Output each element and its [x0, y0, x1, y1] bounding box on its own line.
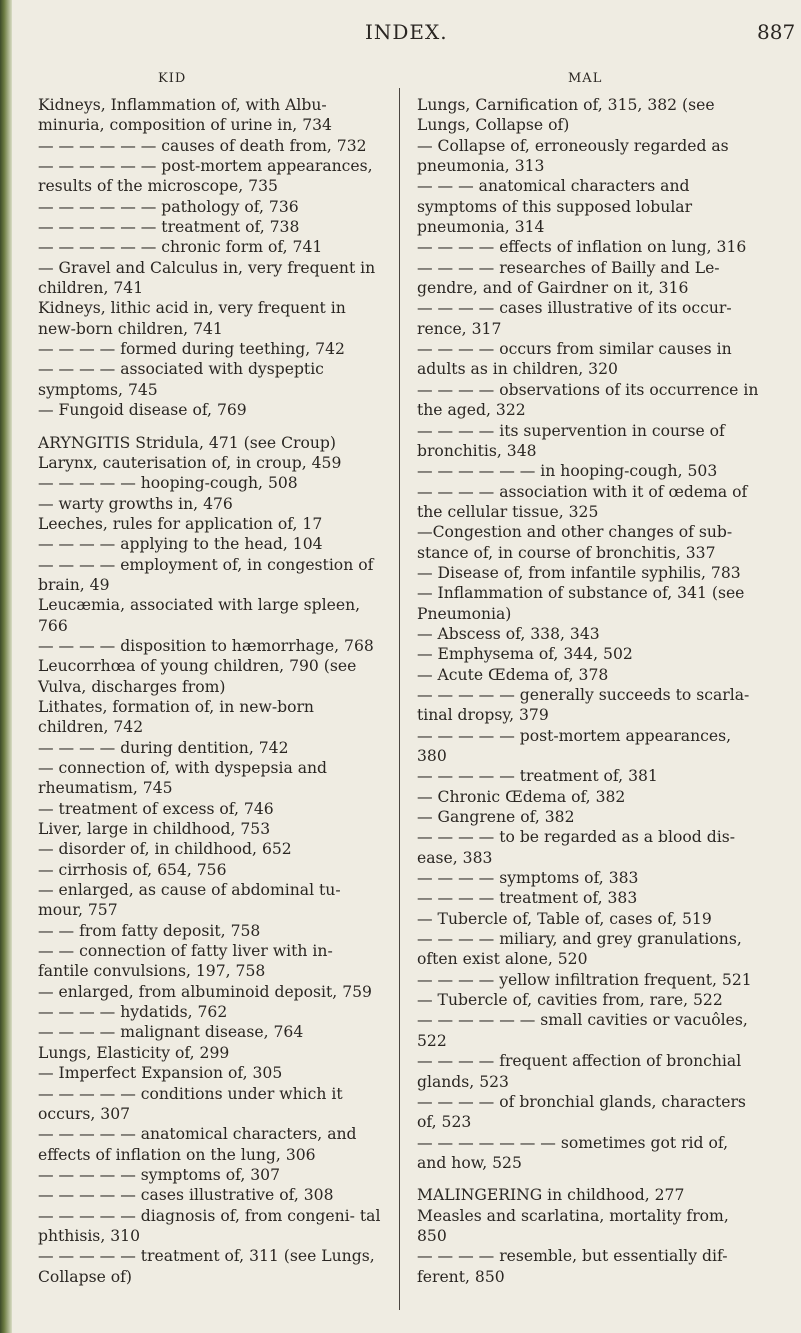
index-entry: — — — — — — post-mortem appearances, results of the microscope, 735	[38, 157, 373, 196]
index-entry: — — — — cases illustrative of its occur- rence, 317	[417, 299, 732, 338]
index-entry: — — — — of bronchial glands, characters of, 523	[417, 1092, 746, 1132]
index-entry: — — — — resemble, but essentially dif- ferent, 850	[417, 1247, 728, 1286]
index-entry: — — — — its supervention in course of bronchitis, 348	[417, 421, 725, 460]
index-entry: — — — — formed during teething, 742	[38, 340, 345, 359]
running-title: INDEX.	[365, 20, 448, 44]
index-entry: — Gangrene of, 382	[417, 808, 575, 827]
index-entry: — — — — hydatids, 762	[38, 1003, 228, 1022]
index-entry: — — — — researches of Bailly and Le- gendre, and of Gairdner on it, 316	[417, 258, 720, 298]
index-entry: — — — — miliary, and grey granulations, often exist alone, 520	[417, 930, 742, 969]
index-entry: — — — — — generally succeeds to scarla- tinal dropsy, 379	[417, 685, 750, 725]
index-entry: Lungs, Carnification of, 315, 382 (see Lungs, Collapse of)	[417, 96, 715, 135]
index-entry: — enlarged, from albuminoid deposit, 759	[38, 982, 372, 1001]
catchword-left: KID	[158, 71, 187, 86]
index-entry: — Emphysema of, 344, 502	[417, 645, 633, 664]
index-entry: — Inflammation of substance of, 341 (see Pneumonia)	[417, 584, 745, 623]
index-entry: — — — — frequent affection of bronchial glands, 523	[417, 1052, 742, 1091]
index-entry: — — — — — — causes of death from, 732	[38, 136, 367, 155]
index-entry: Lungs, Elasticity of, 299	[38, 1043, 230, 1062]
column-divider	[399, 88, 400, 1310]
index-entry: — — — — yellow infiltration frequent, 521	[417, 970, 752, 989]
index-entry: — — — — — cases illustrative of, 308	[38, 1186, 334, 1205]
index-entry: Kidneys, Inflammation of, with Albu- minuria, composition of urine in, 734	[38, 96, 332, 135]
index-entry: — Acute Œdema of, 378	[417, 665, 609, 684]
index-entry: — — — — — anatomical characters, and effects of inflation on the lung, 306	[38, 1125, 357, 1164]
index-entry: — — — — — diagnosis of, from congeni- tal phthisis, 310	[38, 1206, 381, 1245]
index-entry: — Imperfect Expansion of, 305	[38, 1064, 283, 1083]
index-entry: — — — — associated with dyspeptic symptoms, 745	[38, 360, 324, 399]
index-entry: — disorder of, in childhood, 652	[38, 840, 292, 859]
index-entry: — — — — — — chronic form of, 741	[38, 238, 323, 257]
index-entry: Larynx, cauterisation of, in croup, 459	[38, 453, 342, 472]
index-entry: Kidneys, lithic acid in, very frequent in new-born children, 741	[38, 299, 346, 338]
index-entry: — — — — observations of its occurrence in the aged, 322	[417, 380, 759, 420]
index-entry: — — — — association with it of œdema of the cellular tissue, 325	[417, 482, 748, 521]
index-entry: — — — — — — — sometimes got rid of, and how, 525	[417, 1133, 729, 1172]
index-entry: — cirrhosis of, 654, 756	[38, 860, 227, 879]
index-entry: —Congestion and other changes of sub- stance of, in course of bronchitis, 337	[417, 523, 733, 562]
index-entry: — treatment of excess of, 746	[38, 799, 274, 818]
catchword-right: MAL	[568, 71, 603, 86]
index-entry: — — — — disposition to hæmorrhage, 768	[38, 636, 374, 655]
index-entry: ARYNGITIS Stridula, 471 (see Croup)	[38, 433, 336, 452]
index-entry: — — — — malignant disease, 764	[38, 1023, 304, 1042]
index-entry: — — connection of fatty liver with in- fantile convulsions, 197, 758	[38, 942, 333, 981]
index-entry: Liver, large in childhood, 753	[38, 820, 271, 839]
index-entry: — warty growths in, 476	[38, 494, 233, 513]
index-entry: — — — — effects of inflation on lung, 316	[417, 238, 747, 257]
index-entry: — — — — treatment of, 383	[417, 889, 638, 908]
index-entry: — — — — — — small cavities or vacuôles, 522	[417, 1011, 748, 1050]
index-column-right	[417, 95, 762, 1287]
index-entry: — — — — applying to the head, 104	[38, 535, 323, 554]
index-entry: Lithates, formation of, in new-born children, 742	[38, 697, 314, 737]
page-header	[0, 6, 801, 44]
index-entry: — Tubercle of, cavities from, rare, 522	[417, 991, 723, 1010]
index-entry: — — — — occurs from similar causes in adults as in children, 320	[417, 340, 732, 379]
page-number: 887	[757, 20, 796, 44]
book-binding-edge	[0, 0, 12, 1333]
index-entry: — — — — — — pathology of, 736	[38, 197, 299, 216]
index-entry: MALINGERING in childhood, 277	[417, 1186, 685, 1205]
index-entry: — Collapse of, erroneously regarded as pneumonia, 313	[417, 136, 729, 176]
index-column-left	[38, 95, 381, 1287]
index-entry: — — — — — treatment of, 381	[417, 767, 658, 786]
index-entry: — — — — — conditions under which it occurs, 307	[38, 1084, 343, 1123]
index-entry: — — from fatty deposit, 758	[38, 921, 261, 940]
index-entry: — — — — employment of, in congestion of brain, 49	[38, 555, 374, 594]
index-entry: — — — — — treatment of, 311 (see Lungs, Collapse of)	[38, 1247, 375, 1286]
index-entry: — — — — — symptoms of, 307	[38, 1165, 281, 1184]
index-entry: — connection of, with dyspepsia and rheumatism, 745	[38, 759, 328, 798]
index-entry: Measles and scarlatina, mortality from, 850	[417, 1206, 729, 1245]
index-entry: — Chronic Œdema of, 382	[417, 787, 626, 806]
index-entry: — — — — symptoms of, 383	[417, 869, 639, 888]
index-entry: — — — — during dentition, 742	[38, 738, 289, 757]
index-entry: — — — — — — in hooping-cough, 503	[417, 462, 718, 481]
index-entry: — Gravel and Calculus in, very frequent in children, 741	[38, 258, 376, 298]
index-entry: — Disease of, from infantile syphilis, 783	[417, 563, 741, 582]
index-entry: — — — anatomical characters and symptoms of this supposed lobular pneumonia, 314	[417, 177, 693, 237]
index-entry: — Abscess of, 338, 343	[417, 624, 600, 643]
index-entry: — Tubercle of, Table of, cases of, 519	[417, 909, 712, 928]
index-entry: Leeches, rules for application of, 17	[38, 514, 323, 533]
index-entry: — — — — to be regarded as a blood dis- ease, 383	[417, 828, 735, 867]
index-entry: — — — — — hooping-cough, 508	[38, 474, 298, 493]
index-entry: — Fungoid disease of, 769	[38, 401, 247, 420]
index-entry: — — — — — — treatment of, 738	[38, 218, 300, 237]
index-entry: — enlarged, as cause of abdominal tu- mour, 757	[38, 881, 341, 920]
index-entry: Leucorrhœa of young children, 790 (see Vulva, discharges from)	[38, 657, 357, 696]
index-entry: — — — — — post-mortem appearances, 380	[417, 726, 732, 765]
index-entry: Leucæmia, associated with large spleen, 766	[38, 596, 361, 635]
